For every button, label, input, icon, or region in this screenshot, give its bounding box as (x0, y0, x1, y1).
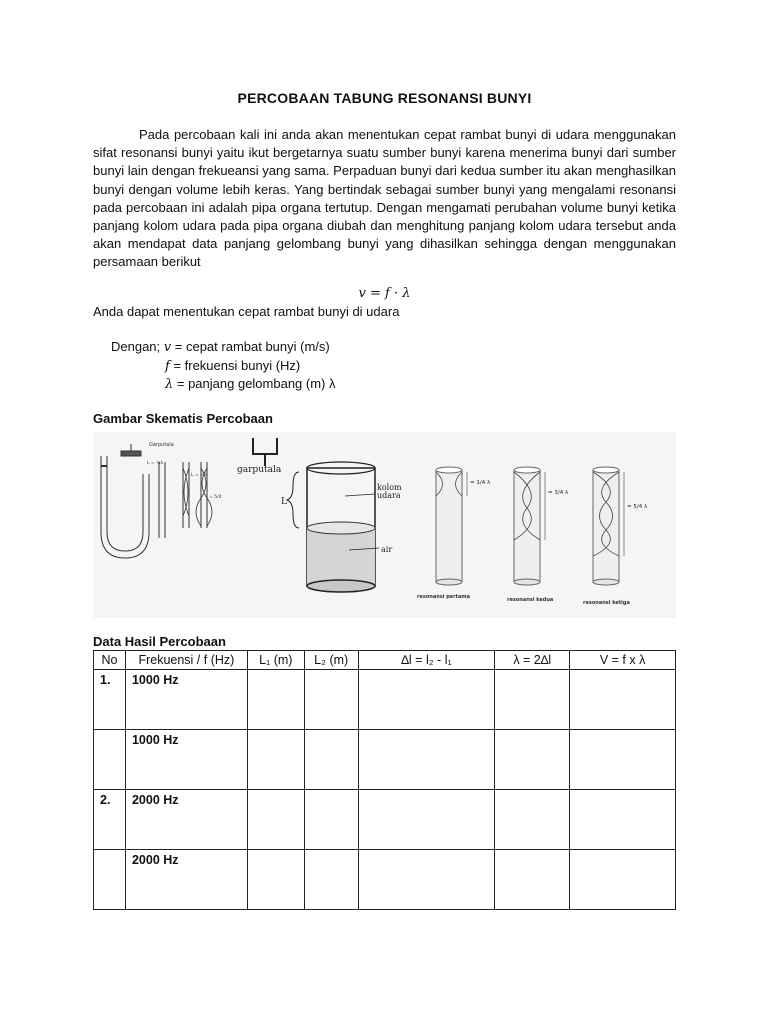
eq-first: = 1/4 λ (470, 480, 491, 486)
cell-v[interactable] (570, 790, 676, 850)
cylinder-diagram (253, 438, 379, 592)
formula-followup: Anda dapat menentukan cepat rambat bunyi di udara (93, 304, 400, 319)
cell-l1[interactable] (247, 730, 304, 790)
label-garputala-small: Garputala (149, 442, 174, 448)
cell-freq: 2000 Hz (125, 790, 247, 850)
definition-row-v (111, 339, 330, 355)
cell-freq: 2000 Hz (125, 850, 247, 910)
definition-row-lambda (165, 376, 336, 392)
eq-second: = 3/4 λ (548, 490, 569, 496)
cell-v[interactable] (570, 730, 676, 790)
symbol-lambda: λ (165, 377, 174, 392)
cell-delta-l[interactable] (358, 730, 495, 790)
header-delta-l: ∆l = l₂ - l₁ (358, 651, 495, 670)
cell-no: 2. (94, 790, 126, 850)
cell-no (94, 730, 126, 790)
definition-lambda: = panjang gelombang (m) λ (176, 376, 336, 391)
cell-v[interactable] (570, 670, 676, 730)
schematic-figure (93, 432, 676, 618)
symbol-v: v (163, 340, 172, 355)
header-lambda: λ = 2∆l (495, 651, 570, 670)
data-heading: Data Hasil Percobaan (93, 634, 226, 649)
definition-row-f (165, 358, 300, 374)
table-row (94, 730, 676, 790)
label-mark-1: L = ¼λ (147, 461, 164, 466)
cell-lambda[interactable] (495, 850, 570, 910)
label-kolom: kolom (377, 483, 402, 492)
header-v: V = f x λ (570, 651, 676, 670)
cell-freq: 1000 Hz (125, 730, 247, 790)
cell-l2[interactable] (304, 790, 358, 850)
cell-no (94, 850, 126, 910)
cell-l2[interactable] (304, 850, 358, 910)
cell-freq: 1000 Hz (125, 670, 247, 730)
cell-l2[interactable] (304, 670, 358, 730)
cell-v[interactable] (570, 850, 676, 910)
label-mark-3: = 5/4 (209, 495, 222, 500)
page-title: PERCOBAAN TABUNG RESONANSI BUNYI (237, 90, 532, 106)
cell-l1[interactable] (247, 790, 304, 850)
cell-l2[interactable] (304, 730, 358, 790)
resonance-tubes (436, 467, 624, 585)
cell-delta-l[interactable] (358, 670, 495, 730)
header-l2: L₂ (m) (304, 651, 358, 670)
label-L: L (281, 497, 287, 507)
header-no: No (94, 651, 126, 670)
cell-l1[interactable] (247, 670, 304, 730)
caption-first: resonansi pertama (417, 594, 470, 600)
header-frekuensi: Frekuensi / f (Hz) (125, 651, 247, 670)
label-garputala: garputala (237, 465, 282, 475)
label-mark-2: L = ¾λ (191, 473, 208, 478)
table-row (94, 670, 676, 730)
table-row (94, 850, 676, 910)
table-row (94, 790, 676, 850)
caption-third: resonansi ketiga (583, 600, 630, 606)
cell-no: 1. (94, 670, 126, 730)
definition-v: = cepat rambat bunyi (m/s) (174, 339, 330, 354)
data-table (93, 650, 676, 910)
formula: v = f · λ (358, 286, 411, 301)
cell-delta-l[interactable] (358, 790, 495, 850)
cell-lambda[interactable] (495, 790, 570, 850)
definition-f: = frekuensi bunyi (Hz) (173, 358, 301, 373)
label-udara: udara (377, 491, 401, 500)
definitions-lead: Dengan; (111, 339, 161, 354)
cell-delta-l[interactable] (358, 850, 495, 910)
table-header-row (94, 651, 676, 670)
caption-second: resonansi kedua (507, 597, 554, 603)
header-l1: L₁ (m) (247, 651, 304, 670)
label-air: air (381, 545, 393, 554)
eq-third: = 5/4 λ (627, 504, 648, 510)
cell-lambda[interactable] (495, 730, 570, 790)
cell-lambda[interactable] (495, 670, 570, 730)
figure-heading: Gambar Skematis Percobaan (93, 411, 273, 426)
intro-paragraph: Pada percobaan kali ini anda akan menentukan cepat rambat bunyi di udara menggunakan sifat resonansi bunyi yaitu ikut bergetarnya suatu sumber bunyi karena menerima bunyi dari sumber bunyi lain dengan frekueansi yang sama. Perpaduan bunyi dari kedua sumber itu akan menghasilkan bunyi dengan volume lebih keras. Yang bertindak sebagai sumber bunyi yang mengalami resonansi pada percobaan ini adalah pipa organa tertutup. Dengan mengamati perubahan volume bunyi ketika panjang kolom udara pada pipa organa diubah dan menghitung panjang kolom udara tersebut anda akan mendapat data panjang gelombang bunyi yang dihasilkan sehingga dengan menggunakan persamaan berikut (93, 127, 676, 270)
symbol-f: f (165, 359, 170, 374)
cell-l1[interactable] (247, 850, 304, 910)
